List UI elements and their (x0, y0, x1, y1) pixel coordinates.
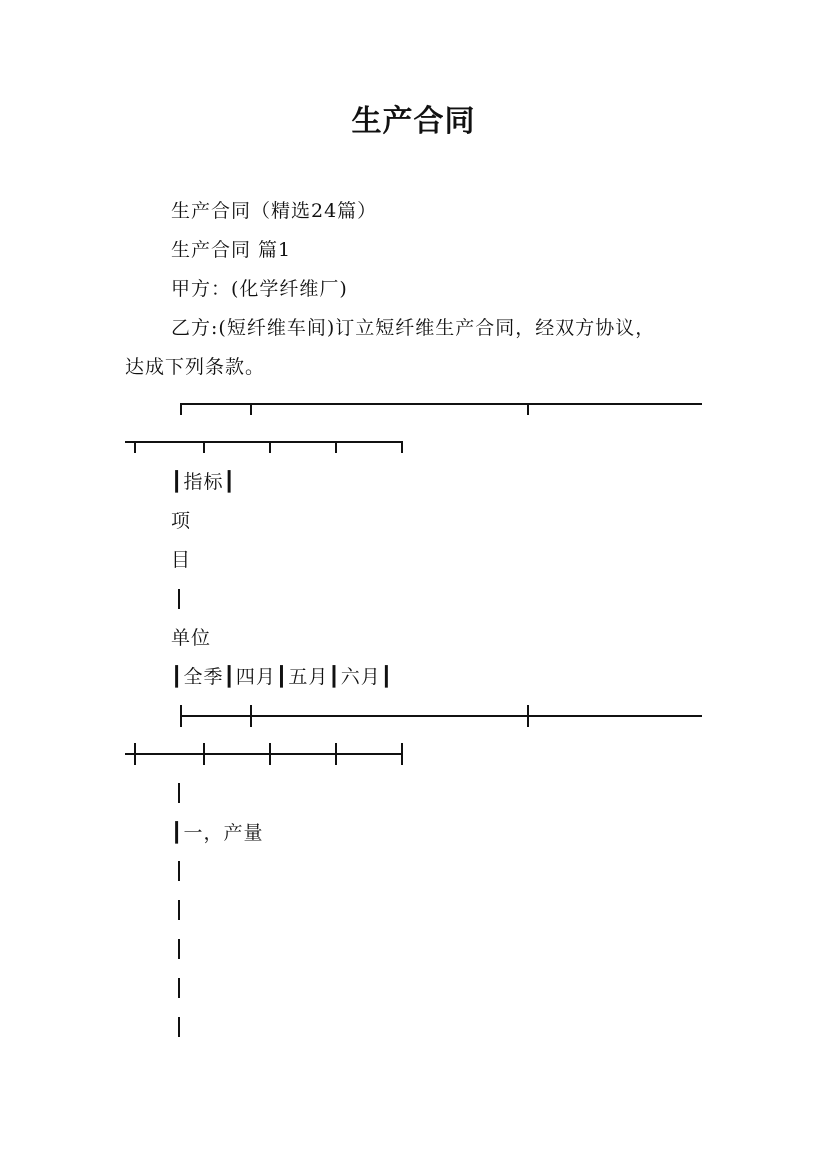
table-vertical-border (178, 939, 180, 959)
table-vertical-border (178, 783, 180, 803)
table-period-row: ┃全季┃四月┃五月┃六月┃ (171, 666, 394, 688)
document-title: 生产合同 (351, 104, 476, 139)
subtitle-line: 生产合同（精选24篇） (171, 200, 378, 222)
terms-line: 达成下列条款。 (125, 356, 266, 378)
table-vertical-border (178, 978, 180, 998)
table-vertical-border (178, 589, 180, 609)
table-header-item-char-2: 目 (171, 549, 192, 571)
table-item-output: ┃一，产量 (171, 822, 264, 844)
table-vertical-border (178, 1017, 180, 1037)
table-unit-label: 单位 (171, 627, 212, 649)
party-b-line: 乙方:(短纤维车间)订立短纤维生产合同，经双方协议， (171, 317, 656, 339)
table-vertical-border (178, 900, 180, 920)
table-header-item-char-1: 项 (171, 510, 192, 532)
party-a-line: 甲方：(化学纤维厂) (171, 278, 348, 300)
table-header-indicator: ┃指标┃ (171, 471, 236, 493)
section-heading: 生产合同 篇1 (171, 239, 292, 261)
table-vertical-border (178, 861, 180, 881)
